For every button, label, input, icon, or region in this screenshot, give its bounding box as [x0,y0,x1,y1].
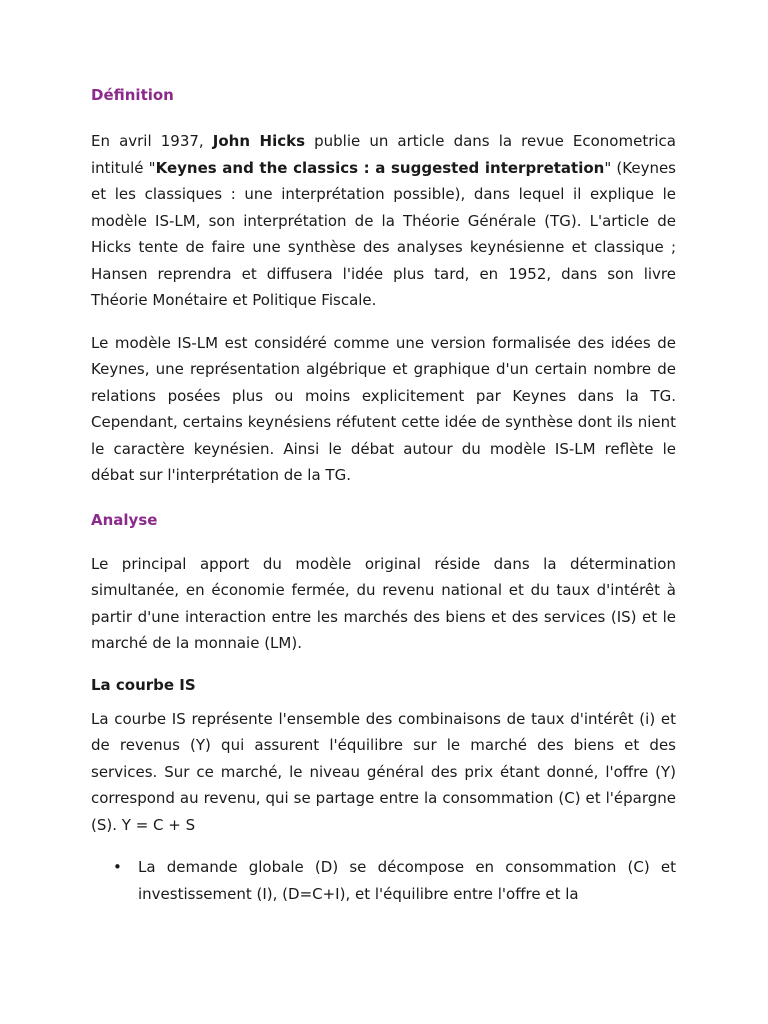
document-page [91,84,676,907]
section-heading-definition: Définition [91,86,174,104]
text-fragment: " (Keynes et les classiques : une interprétation possible), dans lequel il explique le modèle IS-LM, son interprétation de la Théorie Générale (TG). L'article de Hicks tente de faire une synthèse des analyses keynésienne et classique ; Hansen reprendra et diffusera l'idée plus tard, en 1952, dans son livre Théorie Monétaire et Politique Fiscale. [91,158,676,309]
article-title: Keynes and the classics : a suggested interpretation [155,158,605,177]
list-item [91,854,676,907]
definition-paragraph-1 [91,128,676,314]
section-heading-analyse: Analyse [91,510,158,529]
author-name: John Hicks [212,132,306,150]
bullet-icon: • [113,858,122,876]
list-item-text: La demande globale (D) se décompose en consommation (C) et investissement (I), (D=C+I), et l'équilibre entre l'offre et la [138,858,676,903]
subheading-courbe-is: La courbe IS [91,675,196,694]
definition-paragraph-2: Le modèle IS-LM est considéré comme une version formalisée des idées de Keynes, une représentation algébrique et graphique d'un certain nombre de relations posées plus ou moins explicitement par Keynes dans la TG. Cependant, certains keynésiens réfutent cette idée de synthèse dont ils nient le caractère keynésien. Ainsi le débat autour du modèle IS-LM reflète le débat sur l'interprétation de la TG. [91,333,676,484]
courbe-is-paragraph-1: La courbe IS représente l'ensemble des combinaisons de taux d'intérêt (i) et de revenus (Y) qui assurent l'équilibre sur le marché des biens et des services. Sur ce marché, le niveau général des prix étant donné, l'offre (Y) correspond au revenu, qui se partage entre la consommation (C) et l'épargne (S). Y = C + S [91,709,676,834]
courbe-is-bullet-list [91,854,676,907]
analyse-paragraph-1: Le principal apport du modèle original réside dans la détermination simultanée, en économie fermée, du revenu national et du taux d'intérêt à partir d'une interaction entre les marchés des biens et des services (IS) et le marché de la monnaie (LM). [91,554,676,652]
text-fragment: En avril 1937, [91,132,213,150]
text-fragment: publie un article dans la revue Econometrica intitulé " [91,132,676,177]
